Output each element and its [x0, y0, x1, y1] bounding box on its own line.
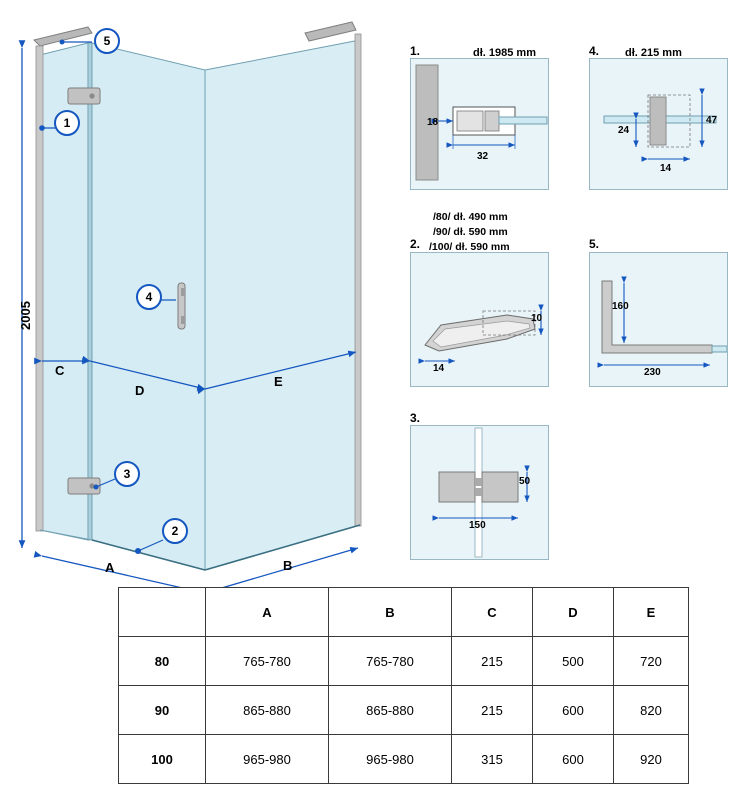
- callout-4[interactable]: 4: [136, 284, 162, 310]
- detail-4-number: 4.: [589, 44, 600, 58]
- dimension-label-d: D: [135, 383, 145, 398]
- table-row: [119, 686, 689, 735]
- detail-3-drawing: [411, 426, 548, 559]
- detail-5-dim-160: 160: [612, 301, 629, 312]
- table-row-size-80: 80: [119, 637, 206, 686]
- table-cell-80-b: 765-780: [329, 637, 452, 686]
- detail-3-dim-50: 50: [519, 476, 531, 487]
- table-cell-90-e: 820: [614, 686, 689, 735]
- table-header-c: C: [452, 588, 533, 637]
- table-cell-100-a: 965-980: [206, 735, 329, 784]
- dimension-label-e: E: [274, 374, 283, 389]
- detail-1-length: dł. 1985 mm: [473, 47, 536, 59]
- detail-1-dim-18: 18: [427, 117, 439, 128]
- detail-2-length-80: /80/ dł. 490 mm: [433, 211, 508, 223]
- table-header-e: E: [614, 588, 689, 637]
- table-cell-90-d: 600: [533, 686, 614, 735]
- table-cell-100-b: 965-980: [329, 735, 452, 784]
- detail-4-length: dł. 215 mm: [625, 47, 682, 59]
- detail-2-dim-14: 14: [433, 363, 445, 374]
- table-cell-80-e: 720: [614, 637, 689, 686]
- table-cell-80-d: 500: [533, 637, 614, 686]
- table-cell-80-c: 215: [452, 637, 533, 686]
- detail-1-number: 1.: [410, 44, 421, 58]
- table-header-a: A: [206, 588, 329, 637]
- detail-4-dim-14: 14: [660, 163, 672, 174]
- spec-table: [118, 587, 689, 784]
- callout-2[interactable]: 2: [162, 518, 188, 544]
- detail-3-dim-150: 150: [469, 520, 486, 531]
- detail-3-number: 3.: [410, 411, 421, 425]
- table-cell-90-c: 215: [452, 686, 533, 735]
- table-header-d: D: [533, 588, 614, 637]
- detail-2-length-90: /90/ dł. 590 mm: [433, 226, 508, 238]
- table-row: [119, 735, 689, 784]
- table-cell-100-e: 920: [614, 735, 689, 784]
- detail-2-number: 2.: [410, 237, 421, 251]
- table-row-size-90: 90: [119, 686, 206, 735]
- detail-4-panel: [589, 47, 728, 190]
- detail-5-number: 5.: [589, 237, 600, 251]
- detail-4-dim-24: 24: [618, 125, 630, 136]
- table-cell-90-b: 865-880: [329, 686, 452, 735]
- detail-2-length-100: /100/ dł. 590 mm: [429, 241, 510, 253]
- detail-2-drawing: [411, 253, 548, 386]
- table-cell-90-a: 865-880: [206, 686, 329, 735]
- table-header-b: B: [329, 588, 452, 637]
- detail-3-panel: [410, 425, 549, 560]
- table-row: [119, 637, 689, 686]
- table-header-blank: [119, 588, 206, 637]
- callout-3[interactable]: 3: [114, 461, 140, 487]
- detail-5-dim-230: 230: [644, 367, 661, 378]
- detail-1-dim-32: 32: [477, 151, 489, 162]
- table-header-row: [119, 588, 689, 637]
- detail-2-panel: [410, 211, 549, 387]
- table-cell-100-c: 315: [452, 735, 533, 784]
- callout-1[interactable]: 1: [54, 110, 80, 136]
- detail-5-panel: [589, 252, 728, 387]
- dimension-label-b: B: [283, 558, 293, 573]
- detail-2-dim-10: 10: [531, 313, 543, 324]
- dimension-label-a: A: [105, 560, 115, 575]
- detail-4-dim-47: 47: [706, 115, 718, 126]
- height-dimension-label: 2005: [18, 301, 33, 330]
- main-isometric-view: [0, 0, 400, 600]
- table-cell-100-d: 600: [533, 735, 614, 784]
- table-cell-80-a: 765-780: [206, 637, 329, 686]
- table-row-size-100: 100: [119, 735, 206, 784]
- callout-5[interactable]: 5: [94, 28, 120, 54]
- dimension-label-c: C: [55, 363, 65, 378]
- detail-1-panel: [410, 47, 549, 190]
